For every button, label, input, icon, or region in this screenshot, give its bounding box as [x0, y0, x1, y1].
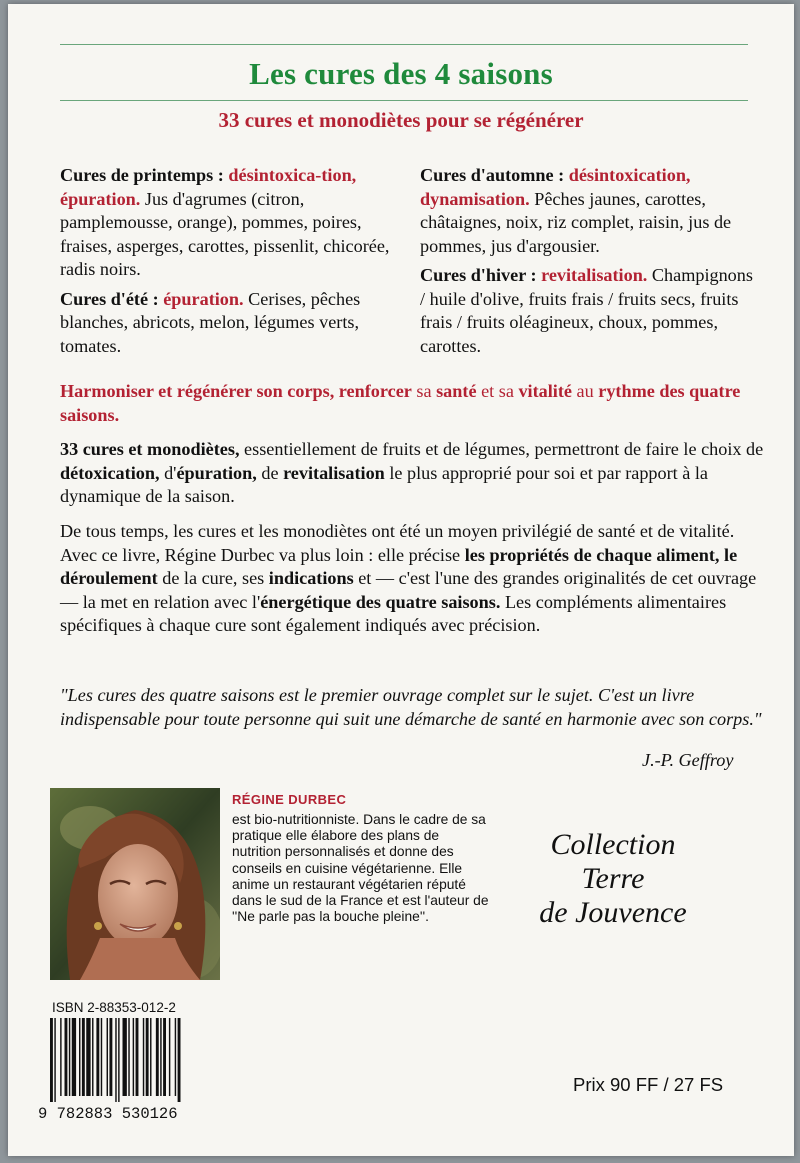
summer-text: Cerises, pêches blanches, abricots, melon, légumes verts, tomates. [60, 288, 361, 356]
barcode-bar [82, 1018, 85, 1096]
barcode-bar [150, 1018, 151, 1096]
body-text: et — c'est l'une des grandes originalités de cet ouvrage — la met en relation avec l' [60, 568, 757, 612]
summer-effect: épuration. [163, 288, 244, 309]
autumn-label: Cures d'automne : [420, 165, 565, 185]
autumn-text: Pêches jaunes, carottes, châtaignes, noix, riz complet, raisin, jus de pommes, jus d'argousier. [420, 188, 732, 256]
barcode-bar [107, 1018, 108, 1096]
top-rule [60, 44, 748, 45]
title-rule [60, 100, 748, 101]
summer-cures [60, 288, 390, 359]
barcode-bar [109, 1018, 112, 1096]
barcode-bar [115, 1018, 116, 1102]
winter-text: Champignons / huile d'olive, fruits frais / fruits secs, fruits frais / fruits oléagineux, choux, pommes, carottes. [420, 265, 753, 356]
barcode-bar [169, 1018, 170, 1096]
body-text: d' [164, 462, 177, 483]
body-text: de [261, 462, 279, 483]
collection-line-3: de Jouvence [539, 896, 687, 929]
body-text: essentiellement de fruits et de légumes, permettront de faire le choix de [244, 439, 764, 459]
review-quote: "Les cures des quatre saisons est le premier ouvrage complet sur le sujet. C'est un livre indispensable pour toute personne qui suit une démarche de santé en harmonie avec son corps." [60, 685, 762, 729]
barcode-bar [65, 1018, 68, 1096]
barcode [48, 1018, 218, 1102]
spring-text: Jus d'agrumes (citron, pamplemousse, orange), pommes, poires, fraises, asperges, carottes, pissenlit, chicorée, radis noirs. [60, 188, 390, 279]
body-text: indications [268, 568, 354, 588]
body-text: énergétique des quatre saisons. [260, 591, 501, 612]
barcode-bar [136, 1018, 139, 1096]
body-paragraph-2 [60, 520, 766, 638]
collection-name [508, 828, 718, 930]
barcode-bar [163, 1018, 166, 1096]
intro-part: rythme des quatre saisons. [60, 381, 741, 425]
barcode-bar [69, 1018, 70, 1096]
intro-part: au [576, 381, 594, 401]
seasons-left-column [60, 164, 390, 364]
intro-part: et sa [481, 381, 514, 401]
barcode-bar [54, 1018, 55, 1102]
barcode-bar [160, 1018, 161, 1096]
winter-label: Cures d'hiver : [420, 265, 537, 285]
barcode-bar [72, 1018, 76, 1096]
intro-part: vitalité [518, 381, 572, 401]
barcode-bar [128, 1018, 129, 1096]
intro-part: Harmoniser et régénérer son corps, renforcer [60, 381, 412, 401]
seasons-right-column [420, 164, 760, 364]
body-text: De tous temps, les cures et les monodiètes ont été un moyen privilégié de santé et de vitalité. Avec ce livre, Régine Durbec va plus loin : elle précise [60, 521, 735, 565]
barcode-bar [178, 1018, 181, 1102]
price: Prix 90 FF / 27 FS [573, 1074, 724, 1095]
body-text: Les compléments alimentaires spécifiques à chaque cure sont également indiqués avec précision. [60, 591, 727, 635]
autumn-effect: désintoxication, dynamisation. [420, 165, 691, 209]
body-text: les propriétés de chaque aliment, le déroulement [60, 544, 738, 588]
body-text: 33 cures et monodiètes, [60, 439, 240, 459]
barcode-bar [146, 1018, 149, 1096]
book-title: Les cures des 4 saisons [249, 56, 553, 91]
author-bio: est bio-nutritionniste. Dans le cadre de sa pratique elle élabore des plans de nutrition personnalisés et donne des conseils en cuisine végétarienne. Elle anime un restaurant végétarien réputé dans le sud de la France et est l'auteur de ''Ne parle pas la bouche pleine''. [232, 812, 489, 925]
summer-label: Cures d'été : [60, 288, 159, 309]
intro-part: santé [436, 381, 477, 401]
barcode-bar [123, 1018, 127, 1096]
book-subtitle: 33 cures et monodiètes pour se régénérer [218, 108, 584, 132]
intro-part: sa [416, 381, 432, 401]
spring-effect: désintoxica-tion, épuration. [60, 165, 357, 209]
autumn-cures [420, 164, 760, 258]
body-paragraph-1 [60, 438, 766, 509]
intro-paragraph [60, 380, 766, 427]
author-photo [50, 788, 220, 980]
winter-effect: revitalisation. [541, 265, 648, 285]
author-portrait-image [50, 788, 220, 980]
barcode-bar [60, 1018, 61, 1096]
barcode-bar [133, 1018, 134, 1096]
barcode-bar [79, 1018, 80, 1096]
barcode-bar [50, 1018, 53, 1102]
body-text: le plus approprié pour soi et par rapport à la dynamique de la saison. [60, 462, 709, 506]
barcode-bar [86, 1018, 90, 1096]
isbn: ISBN 2-88353-012-2 [52, 1000, 176, 1015]
spring-cures [60, 164, 390, 282]
body-text: revitalisation [283, 462, 385, 483]
back-cover [8, 4, 794, 1156]
quote-author: J.-P. Geffroy [642, 750, 734, 770]
barcode-bar [156, 1018, 159, 1096]
barcode-bar [101, 1018, 102, 1096]
barcode-number: 9 782883 530126 [38, 1105, 178, 1123]
barcode-bar [175, 1018, 176, 1096]
body-text: détoxication, [60, 462, 160, 483]
barcode-bar [92, 1018, 93, 1096]
body-text: épuration, [176, 462, 257, 483]
author-name: RÉGINE DURBEC [232, 792, 347, 807]
collection-line-2: Terre [581, 862, 645, 895]
barcode-bar [118, 1018, 119, 1102]
barcode-bar [143, 1018, 144, 1096]
barcode-bar [96, 1018, 99, 1096]
body-text: de la cure, ses [162, 568, 265, 588]
collection-line-1: Collection [550, 828, 676, 861]
spring-label: Cures de printemps : [60, 165, 224, 185]
winter-cures [420, 264, 760, 358]
